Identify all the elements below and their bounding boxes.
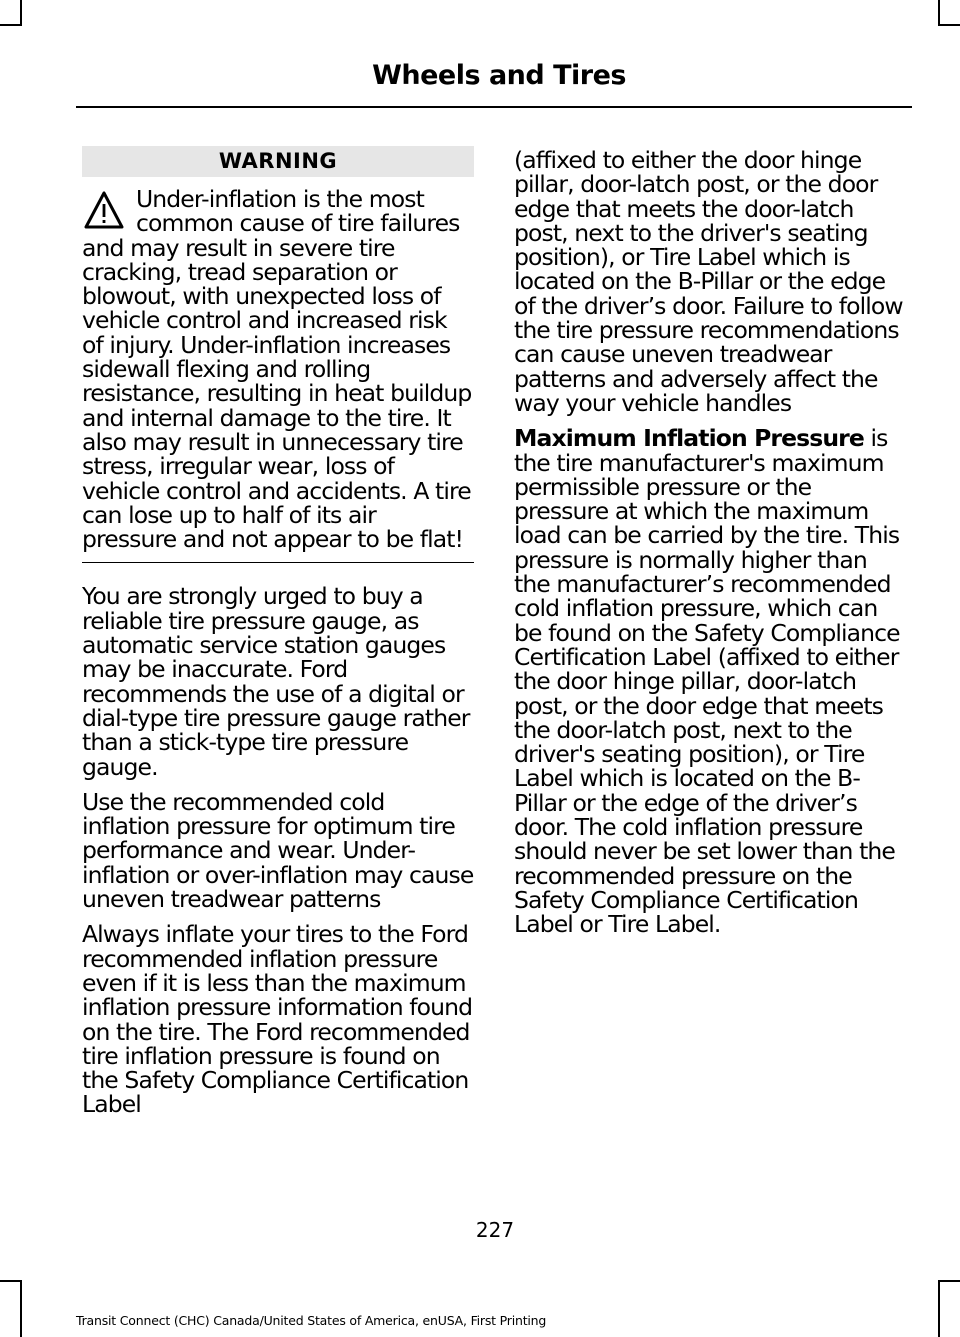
page-number: 227 <box>475 1218 515 1242</box>
footer-text: Transit Connect (CHC) Canada/United States of America, enUSA, First Printing <box>76 1313 547 1328</box>
header-rule <box>76 106 912 108</box>
page-title: Wheels and Tires <box>372 60 626 91</box>
crop-mark <box>20 1280 22 1337</box>
right-column <box>514 148 908 948</box>
warning-label: WARNING <box>82 146 474 177</box>
crop-mark <box>938 0 940 26</box>
paragraph-cold-inflation: Use the recommended cold inflation pressure for optimum tire performance and wear. Under-inflation or over-inflation may cause uneven treadwear patterns <box>82 787 474 914</box>
crop-mark <box>938 1280 940 1337</box>
crop-mark <box>938 1280 960 1282</box>
paragraph-max-inflation <box>514 424 908 939</box>
paragraph-continuation: (affixed to either the door hinge pillar, door-latch post, or the door edge that meets the door-latch post, next to the driver's seating position), or Tire Label which is located on the B-Pillar or the edge of the driver’s door. Failure to follow the tire pressure recommendations can cause uneven treadwear patterns and adversely affect the way your vehicle handles <box>514 146 903 417</box>
paragraph-gauge: You are strongly urged to buy a reliable tire pressure gauge, as automatic service station gauges may be inaccurate. Ford recommends the use of a digital or dial-type tire pressure gauge rather than a stick-type tire pressure gauge. <box>82 582 470 781</box>
max-inflation-text: is the tire manufacturer's maximum permissible pressure or the pressure at which the maximum load can be carried by the tire. This pressure is normally higher than the manufacturer’s recommended cold inflation pressure, which can be found on the Safety Compliance Certification Label (affixed to either the door hinge pillar, door-latch post, or the door edge that meets the door-latch post, next to the driver's seating position), or Tire Label which is located on the B-Pillar or the edge of the driver’s door. The cold inflation pressure should never be set lower than the recommended pressure on the Safety Compliance Certification Label or Tire Label. <box>514 424 900 939</box>
paragraph-inflate-tires: Always inflate your tires to the Ford recommended inflation pressure even if it is less than the maximum inflation pressure information found on the tire. The Ford recommended tire inflation pressure is found on the Safety Compliance Certification Label <box>82 920 473 1119</box>
crop-mark <box>938 24 960 26</box>
warning-triangle-icon <box>82 189 134 233</box>
term-max-inflation: Maximum Inflation Pressure <box>514 424 864 453</box>
warning-box <box>82 185 474 554</box>
left-column <box>82 146 474 1128</box>
crop-mark <box>20 0 22 26</box>
crop-mark <box>0 24 22 26</box>
crop-mark <box>0 1280 22 1282</box>
warning-text: Under-inflation is the most common cause of tire failures and may result in severe tire cracking, tread separation or blowout, with unexpected loss of vehicle control and increased risk of injury. Under-inflation increases sidewall flexing and rolling resistance, resulting in heat buildup and internal damage to the tire. It also may result in unnecessary tire stress, irregular wear, loss of vehicle control and accidents. A tire can lose up to half of its air pressure and not appear to be flat! <box>82 185 472 554</box>
warning-divider <box>82 562 474 563</box>
